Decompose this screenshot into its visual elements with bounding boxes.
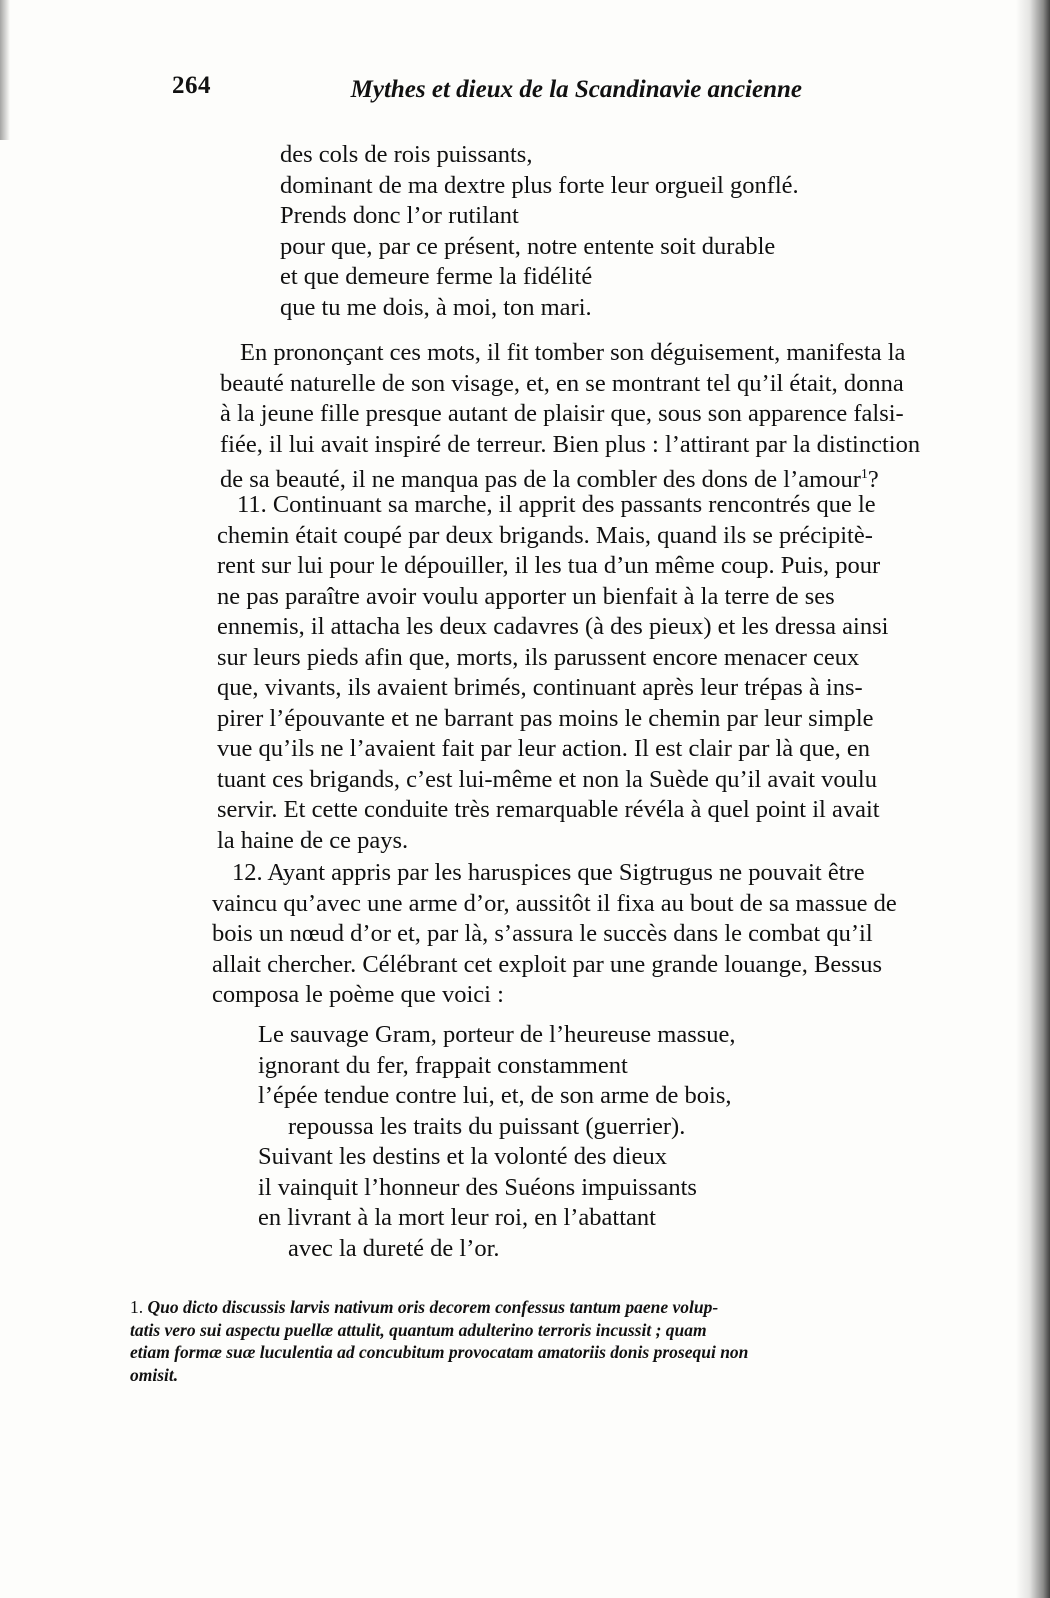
verse-line: pour que, par ce présent, notre entente soit durable bbox=[280, 232, 776, 260]
prose-line: beauté naturelle de son visage, et, en se montrant tel qu’il était, donna bbox=[220, 369, 904, 397]
prose-line: pirer l’épouvante et ne barrant pas moins le chemin par leur simple bbox=[217, 704, 874, 732]
prose-line: vaincu qu’avec une arme d’or, aussitôt il fixa au bout de sa massue de bbox=[212, 889, 897, 917]
footnote-number: 1. bbox=[130, 1297, 144, 1317]
prose-line: sur leurs pieds afin que, morts, ils parussent encore menacer ceux bbox=[217, 643, 860, 671]
prose-line: allait chercher. Célébrant cet exploit par une grande louange, Bessus bbox=[212, 950, 883, 978]
verse-line: l’épée tendue contre lui, et, de son arme de bois, bbox=[258, 1082, 732, 1109]
verse-line: avec la dureté de l’or. bbox=[288, 1234, 500, 1262]
footnote bbox=[130, 1296, 920, 1386]
prose-line: composa le poème que voici : bbox=[212, 981, 504, 1008]
prose-line: vue qu’ils ne l’avaient fait par leur action. Il est clair par là que, en bbox=[217, 735, 871, 762]
verse-line: repoussa les traits du puissant (guerrier). bbox=[288, 1112, 686, 1140]
footnote-text: omisit. bbox=[130, 1364, 179, 1385]
verse-line: en livrant à la mort leur roi, en l’abattant bbox=[258, 1204, 656, 1231]
verse-line: et que demeure ferme la fidélité bbox=[280, 263, 593, 290]
paragraph-12 bbox=[212, 858, 930, 1011]
prose-line: 12. Ayant appris par les haruspices que Sigtrugus ne pouvait être bbox=[232, 859, 865, 886]
prose-line: que, vivants, ils avaient brimés, continuant après leur trépas à ins- bbox=[217, 674, 863, 701]
prose-line: tuant ces brigands, c’est lui-même et non la Suède qu’il avait voulu bbox=[217, 765, 877, 793]
footnote-text: Quo dicto discussis larvis nativum oris decorem confessus tantum paene volup- bbox=[147, 1297, 719, 1317]
scan-edge-left bbox=[0, 0, 10, 140]
verse-line: dominant de ma dextre plus forte leur orgueil gonflé. bbox=[280, 171, 799, 199]
footnote-text: tatis vero sui aspectu puellæ attulit, quantum adulterino terroris incussit ; quam bbox=[130, 1319, 707, 1340]
prose-line-end: ? bbox=[867, 466, 879, 494]
scan-edge-shadow bbox=[1016, 0, 1050, 1598]
verse-line: il vainquit l’honneur des Suéons impuissants bbox=[258, 1173, 697, 1201]
prose-line: rent sur lui pour le dépouiller, il les tua d’un même coup. Puis, pour bbox=[217, 552, 881, 579]
verse-line: Suivant les destins et la volonté des dieux bbox=[258, 1143, 667, 1170]
footnote-line-first bbox=[130, 1296, 920, 1319]
paragraph-disguise bbox=[220, 338, 940, 494]
prose-line: 11. Continuant sa marche, il apprit des passants rencontrés que le bbox=[237, 491, 876, 518]
verse-line: ignorant du fer, frappait constamment bbox=[258, 1051, 628, 1079]
prose-line: chemin était coupé par deux brigands. Mais, quand ils se précipitè- bbox=[217, 521, 873, 549]
prose-line: ennemis, il attacha les deux cadavres (à des pieux) et les dressa ainsi bbox=[217, 613, 889, 640]
page-number: 264 bbox=[172, 72, 211, 99]
footnote-reference: 1 bbox=[860, 467, 868, 482]
prose-line-last bbox=[220, 460, 940, 494]
verse-stanza-2 bbox=[258, 1020, 736, 1264]
prose-line: bois un nœud d’or et, par là, s’assura le succès dans le combat qu’il bbox=[212, 920, 873, 947]
footnote-text: etiam formæ suæ luculentia ad concubitum provocatam amatoriis donis prosequi non bbox=[130, 1342, 749, 1362]
verse-stanza-1 bbox=[280, 140, 799, 323]
verse-line: des cols de rois puissants, bbox=[280, 141, 533, 168]
prose-line: ne pas paraître avoir voulu apporter un bienfait à la terre de ses bbox=[217, 582, 835, 610]
prose-line: la haine de ce pays. bbox=[217, 826, 409, 854]
prose-line: En prononçant ces mots, il fit tomber son déguisement, manifesta la bbox=[240, 339, 906, 366]
running-title: Mythes et dieux de la Scandinavie ancienne bbox=[350, 76, 802, 103]
prose-line-text: de sa beauté, il ne manqua pas de la combler des dons de l’amour bbox=[220, 466, 861, 494]
prose-line: à la jeune fille presque autant de plaisir que, sous son apparence falsi- bbox=[220, 400, 904, 427]
page-header bbox=[172, 72, 802, 112]
verse-line: que tu me dois, à moi, ton mari. bbox=[280, 293, 592, 321]
prose-line: fiée, il lui avait inspiré de terreur. Bien plus : l’attirant par la distinction bbox=[220, 430, 921, 458]
paragraph-11 bbox=[217, 490, 935, 856]
verse-line: Prends donc l’or rutilant bbox=[280, 202, 519, 229]
prose-line: servir. Et cette conduite très remarquable révéla à quel point il avait bbox=[217, 796, 880, 823]
verse-line: Le sauvage Gram, porteur de l’heureuse massue, bbox=[258, 1021, 736, 1048]
